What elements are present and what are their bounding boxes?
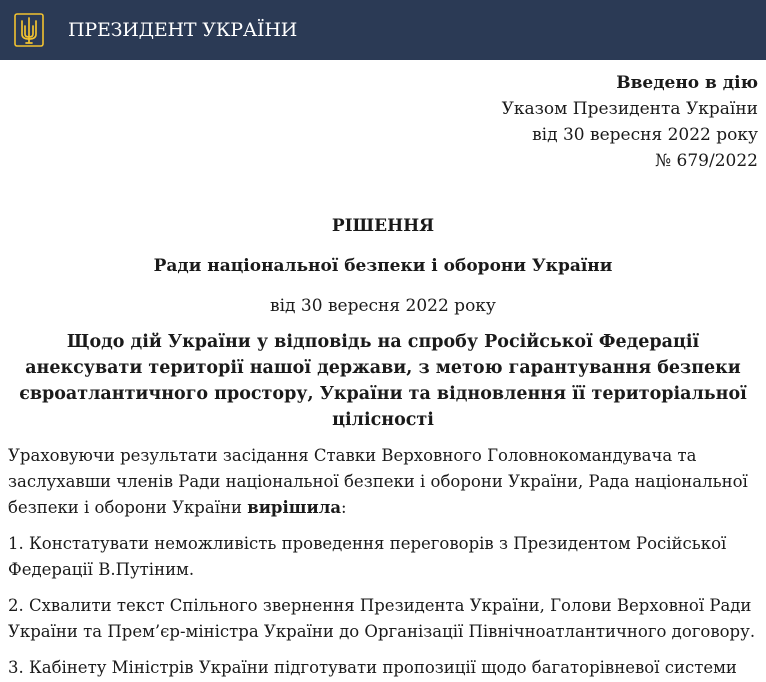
document-title: РІШЕННЯ xyxy=(331,216,435,236)
item-2: 2. Схвалити текст Спільного звернення Президента України, Голови Верховної Ради України та Прем’єр-міністра України до Організації Північноатлантичного договору. xyxy=(8,596,756,641)
enacted-label: Введено в дію xyxy=(616,73,758,93)
item-1: 1. Констатувати неможливість проведення переговорів з Президентом Російської Федерації В.Путіним. xyxy=(8,534,727,579)
enactment-block xyxy=(8,70,758,174)
item-3: 3. Кабінету Міністрів України підготувати пропозиції щодо багаторівневої системи xyxy=(8,658,737,677)
document-body xyxy=(0,70,766,681)
document-date: від 30 вересня 2022 року xyxy=(270,296,496,316)
intro-decided: вирішила xyxy=(247,498,342,517)
enacted-number: № 679/2022 xyxy=(655,151,758,171)
intro-text: Ураховуючи результати засідання Ставки Верховного Головнокомандувача та заслухавши членів Ради національної безпеки і оборони України, Рада національної безпеки і оборони України xyxy=(8,446,748,517)
site-header xyxy=(0,0,766,60)
intro-colon: : xyxy=(341,498,347,517)
site-title[interactable]: ПРЕЗИДЕНТ УКРАЇНИ xyxy=(68,19,298,41)
trident-icon[interactable] xyxy=(10,11,48,49)
enacted-date: від 30 вересня 2022 року xyxy=(532,125,758,145)
enacted-decree: Указом Президента України xyxy=(501,99,758,119)
document-subtitle: Ради національної безпеки і оборони України xyxy=(153,256,613,276)
document-heading: Щодо дій України у відповідь на спробу Російської Федерації анексувати території нашої держави, з метою гарантування безпеки євроатлантичного простору, України та відновлення її територіальної цілісності xyxy=(19,332,747,430)
intro-paragraph xyxy=(8,443,758,521)
